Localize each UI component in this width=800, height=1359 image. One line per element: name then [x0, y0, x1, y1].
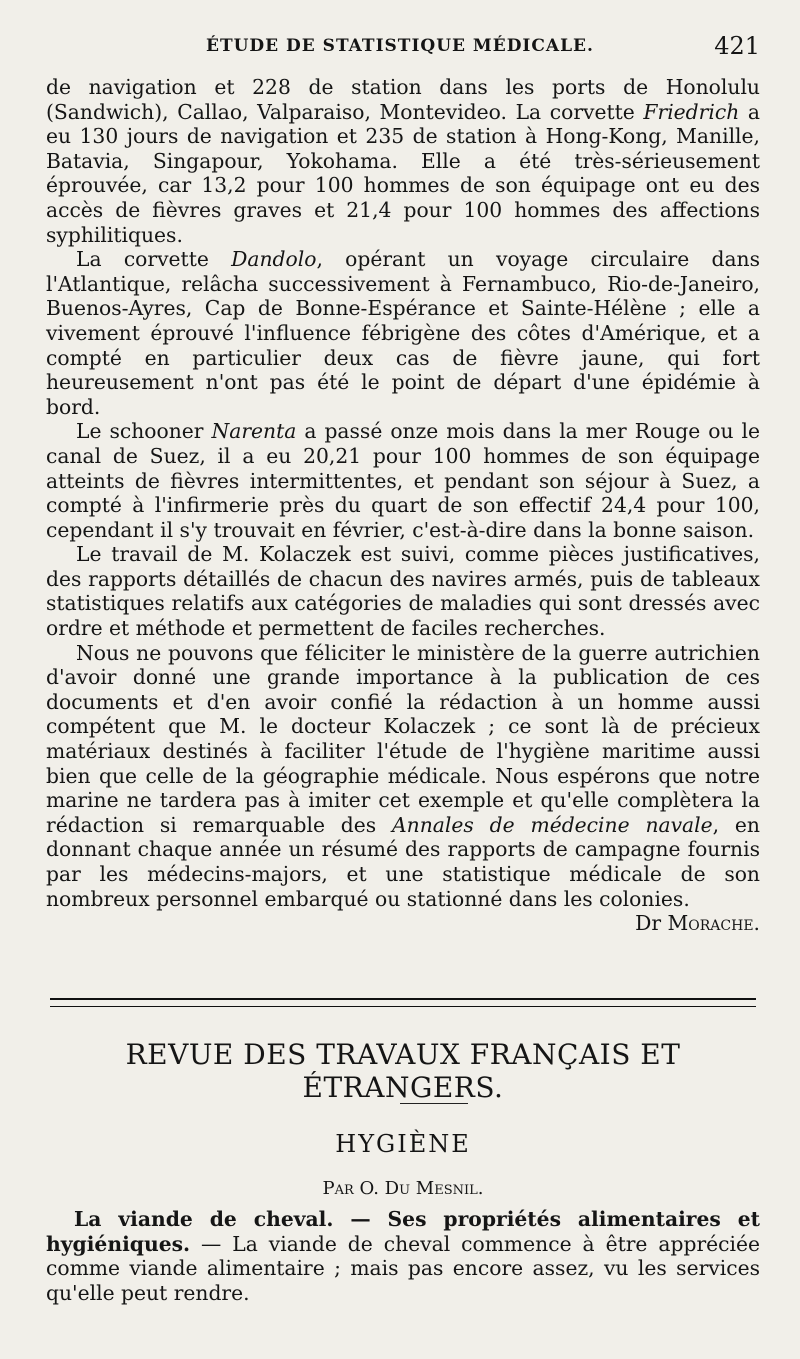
ship-name: Dandolo — [231, 247, 317, 272]
text-run: , opérant un voyage circulaire dans l'Atlantique, relâcha successivement à Fernambuco, Rio-de-Janeiro, Buenos-Ayres, Cap de Bonne-Espérance et Sainte-Hélène ; elle a vivement éprouvé l'influence fébrigène des côtes d'Amérique, et a compté en particulier deux cas de fièvre jaune, qui fort heureusement n'ont pas été le point de départ d'une épidémie à bord. — [46, 247, 761, 419]
page-number: 421 — [714, 32, 760, 60]
signature-name: Morache. — [667, 911, 760, 936]
text-run: La corvette — [76, 247, 232, 272]
subsection-title: HYGIÈNE — [335, 1130, 471, 1158]
signature-prefix: Dr — [635, 911, 662, 936]
article-heading: La viande de cheval. — Ses propriétés alimentaires et hygiéniques. — [46, 1207, 760, 1256]
text-run: , en donnant chaque année un résumé des rapports de campagne fournis par les médecins-majors, et une statistique médicale de son nombreux personnel embarqué ou stationné dans les colonies. — [46, 812, 760, 911]
byline-par: Par — [322, 1178, 354, 1199]
text-run: Nous ne pouvons que féliciter le ministère de la guerre autrichien d'avoir donné une grande importance à la publication de ces documents et d'en avoir confié la rédaction à un homme aussi compétent que M. le docteur Kolaczek ; ce sont là de précieux matériaux destinés à faciliter l'étude de l'hygiène maritime aussi bien que celle de la géographie médicale. Nous espérons que notre marine ne tardera pas à imiter cet exemple et qu'elle complètera la rédaction si remarquable des — [46, 640, 760, 837]
section-divider — [50, 998, 756, 1007]
paragraph-narenta — [46, 419, 760, 542]
text-run: de navigation et 228 de station dans les ports de Honolulu (Sandwich), Callao, Valparaiso, Montevideo. La corvette — [46, 75, 760, 124]
article-paragraph — [46, 1207, 760, 1305]
running-header — [46, 32, 760, 66]
paragraph-friedrich — [46, 75, 760, 247]
text-run: a eu 130 jours de navigation et 235 de station à Hong-Kong, Manille, Batavia, Singapour, Yokohama. Elle a été très-sérieusement éprouvée, car 13,2 pour 100 hommes de son équipage ont eu des accès de fièvres graves et 21,4 pour 100 hommes des affections syphilitiques. — [46, 99, 760, 247]
signature — [46, 911, 760, 936]
paragraph-conclusion — [46, 641, 760, 912]
text-run: Le schooner — [76, 419, 212, 444]
running-title: ÉTUDE DE STATISTIQUE MÉDICALE. — [206, 36, 594, 56]
text-run: a passé onze mois dans la mer Rouge ou le canal de Suez, il a eu 20,21 pour 100 hommes de son équipage atteints de fièvres intermittentes, et pendant son séjour à Suez, a compté à l'infirmerie près du quart de son effectif 24,4 pour 100, cependant il s'y trouvait en février, c'est-à-dire dans la bonne saison. — [46, 419, 761, 542]
article-text — [46, 1207, 760, 1305]
short-divider — [400, 1103, 468, 1104]
article-body: — La viande de cheval commence à être appréciée comme viande alimentaire ; mais pas encore assez, vu les services qu'elle peut rendre. — [46, 1231, 760, 1305]
journal-title: Annales de médecine navale — [392, 812, 713, 837]
byline-author: O. Du Mesnil. — [359, 1178, 484, 1199]
section-title: REVUE DES TRAVAUX FRANÇAIS ET ÉTRANGERS. — [125, 1038, 681, 1104]
paragraph-dandolo — [46, 247, 760, 419]
main-text — [46, 75, 760, 936]
ship-name: Narenta — [211, 419, 297, 444]
paragraph-kolaczek: Le travail de M. Kolaczek est suivi, comme pièces justificatives, des rapports détaillés de chacun des navires armés, puis de tableaux statistiques relatifs aux catégories de maladies qui sont dressés avec ordre et méthode et permettent de faciles recherches. — [46, 542, 760, 641]
byline — [50, 1178, 756, 1199]
ship-name: Friedrich — [643, 99, 740, 124]
